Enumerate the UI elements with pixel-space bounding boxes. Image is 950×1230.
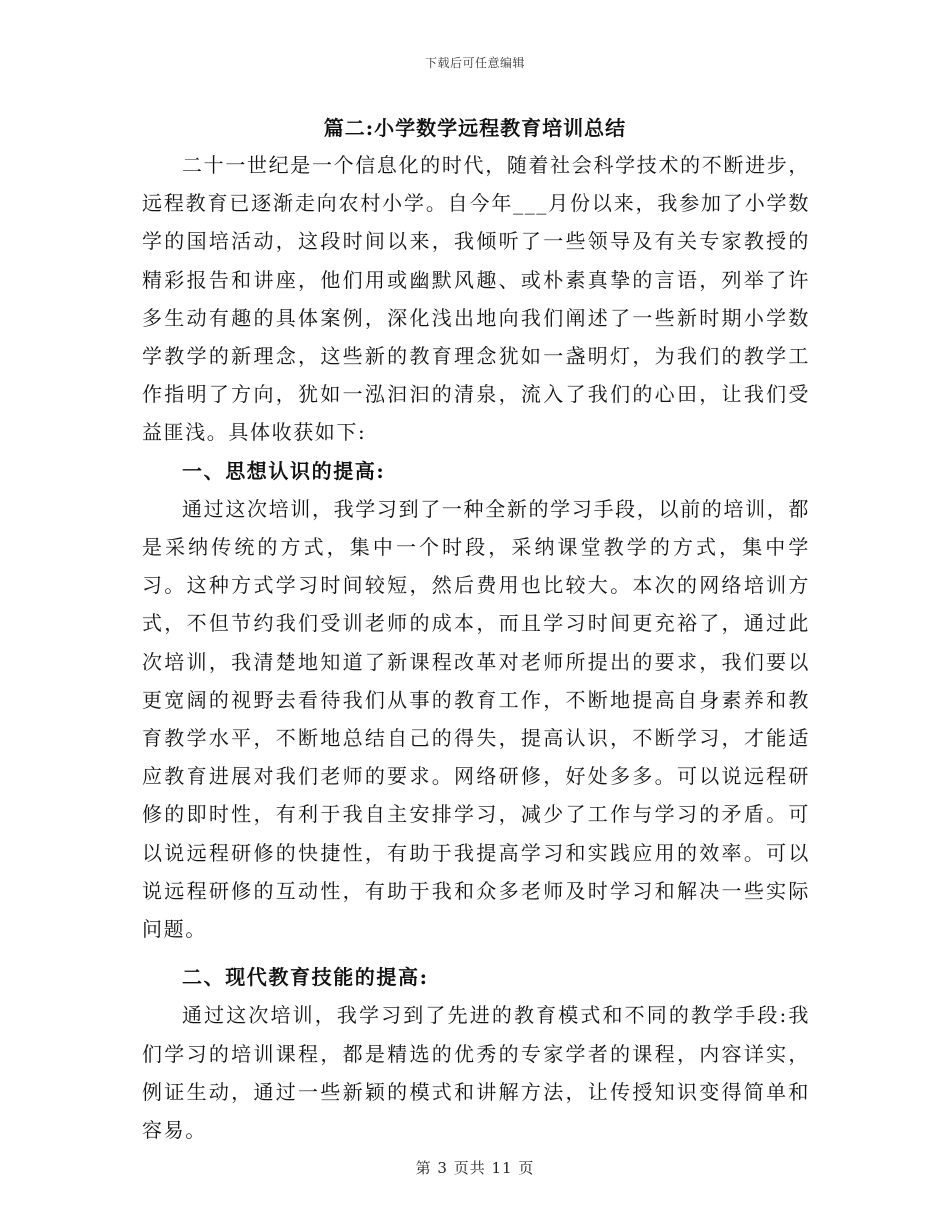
document-title: 篇二:小学数学远程教育培训总结 <box>323 116 627 140</box>
page-header: 下载后可任意编辑 <box>424 56 525 70</box>
document-body <box>142 146 810 1149</box>
paragraph-section-2: 通过这次培训，我学习到了先进的教育模式和不同的教学手段:我们学习的培训课程，都是精选的优秀的专家学者的课程，内容详实，例证生动，通过一些新颖的模式和讲解方法，让传授知识变得简单和容易。 <box>142 1003 810 1143</box>
page-footer: 第 3 页共 11 页 <box>415 1159 535 1177</box>
section-heading-2: 二、现代教育技能的提高: <box>182 965 429 990</box>
paragraph-section-1: 通过这次培训，我学习到了一种全新的学习手段，以前的培训，都是采纳传统的方式，集中一个时段，采纳课堂教学的方式，集中学习。这种方式学习时间较短，然后费用也比较大。本次的网络培训方式，不但节约我们受训老师的成本，而且学习时间更充裕了，通过此次培训，我清楚地知道了新课程改革对老师所提出的要求，我们要以更宽阔的视野去看待我们从事的教育工作，不断地提高自身素养和教育教学水平，不断地总结自己的得失，提高认识，不断学习，才能适应教育进展对我们老师的要求。网络研修，好处多多。可以说远程研修的即时性，有利于我自主安排学习，减少了工作与学习的矛盾。可以说远程研修的快捷性，有助于我提高学习和实践应用的效率。可以说远程研修的互动性，有助于我和众多老师及时学习和解决一些实际问题。 <box>142 496 810 942</box>
paragraph-intro: 二十一世纪是一个信息化的时代，随着社会科学技术的不断进步，远程教育已逐渐走向农村小学。自今年___月份以来，我参加了小学数学的国培活动，这段时间以来，我倾听了一些领导及有关专家教授的精彩报告和讲座，他们用或幽默风趣、或朴素真挚的言语，列举了许多生动有趣的具体案例，深化浅出地向我们阐述了一些新时期小学数学教学的新理念，这些新的教育理念犹如一盏明灯，为我们的教学工作指明了方向，犹如一泓汩汩的清泉，流入了我们的心田，让我们受益匪浅。具体收获如下: <box>142 153 810 445</box>
section-heading-1: 一、思想认识的提高: <box>182 458 386 483</box>
